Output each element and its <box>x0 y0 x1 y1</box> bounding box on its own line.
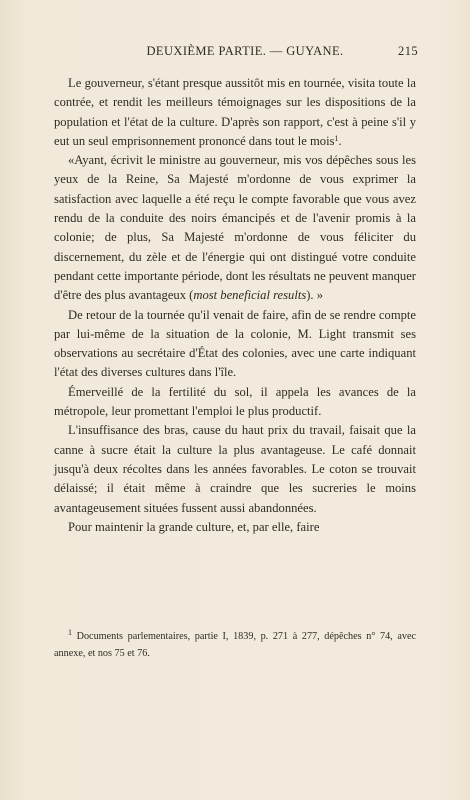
footnotes <box>54 628 416 662</box>
page-number: 215 <box>398 44 418 58</box>
paragraph-text: «Ayant, écrivit le ministre au gouverneur, mis vos dépêches sous les yeux de la Reine, Sa Majesté m'ordonne de vous exprimer la satisfaction avec laquelle a été reçu le compte favorable que vous avez rendu de la conduite des noirs émancipés et de l'avenir promis à la colonie; de plus, Sa Majesté m'ordonne de vous féliciter du discernement, du zèle et de l'énergie qui ont distingué votre conduite pendant cette importante période, dont les résultats ne peuvent manquer d'être des plus avantageux ( <box>54 153 416 303</box>
paragraph-tail: ). » <box>306 288 324 303</box>
footnote-mark: 1 <box>68 628 72 637</box>
paragraph <box>54 383 416 422</box>
paragraph-text: Le gouverneur, s'étant presque aussitôt mis en tournée, visita toute la contrée, et rendit les meilleurs témoignages sur les dispositions de la population et l'état de la culture. D'après son rapport, c'est à peine s'il y eut un seul emprisonnement prononcé dans tout le mois <box>54 76 416 148</box>
footnote-ref: 1 <box>334 133 339 143</box>
italic-phrase: most beneficial results <box>193 288 307 303</box>
paragraph-tail: . <box>338 133 342 148</box>
paragraph <box>54 518 416 537</box>
paragraph-text: Émerveillé de la fertilité du sol, il appela les avances de la métropole, leur promettant l'emploi le plus productif. <box>54 384 416 419</box>
paragraph-text: De retour de la tournée qu'il venait de faire, afin de se rendre compte par lui-même de la situation de la colonie, M. Light transmit ses observations au secrétaire d'État des colonies, avec une carte indiquant l'état des diverses cultures dans l'île. <box>54 307 416 380</box>
running-title: DEUXIÈME PARTIE. — GUYANE. <box>146 44 344 58</box>
paragraph <box>54 421 416 517</box>
paragraph-text: Pour maintenir la grande culture, et, par elle, faire <box>68 519 320 534</box>
main-text <box>54 74 416 537</box>
footnote-text: Documents parlementaires, partie I, 1839, p. 271 à 277, dépêches n° 74, avec annexe, et nos 75 et 76. <box>54 631 416 659</box>
paragraph <box>54 151 416 305</box>
paragraph <box>54 74 416 151</box>
paragraph <box>54 306 416 383</box>
paragraph-text: L'insuffisance des bras, cause du haut prix du travail, faisait que la canne à sucre était la culture la plus avantageuse. Le café donnait jusqu'à deux récoltes dans les années favorables. Le coton se trouvait délaissé; il était même à craindre que les sucreries le moins avantageusement situées fussent aussi abandonnées. <box>54 423 416 515</box>
footnote <box>54 628 416 662</box>
running-header <box>54 44 418 59</box>
